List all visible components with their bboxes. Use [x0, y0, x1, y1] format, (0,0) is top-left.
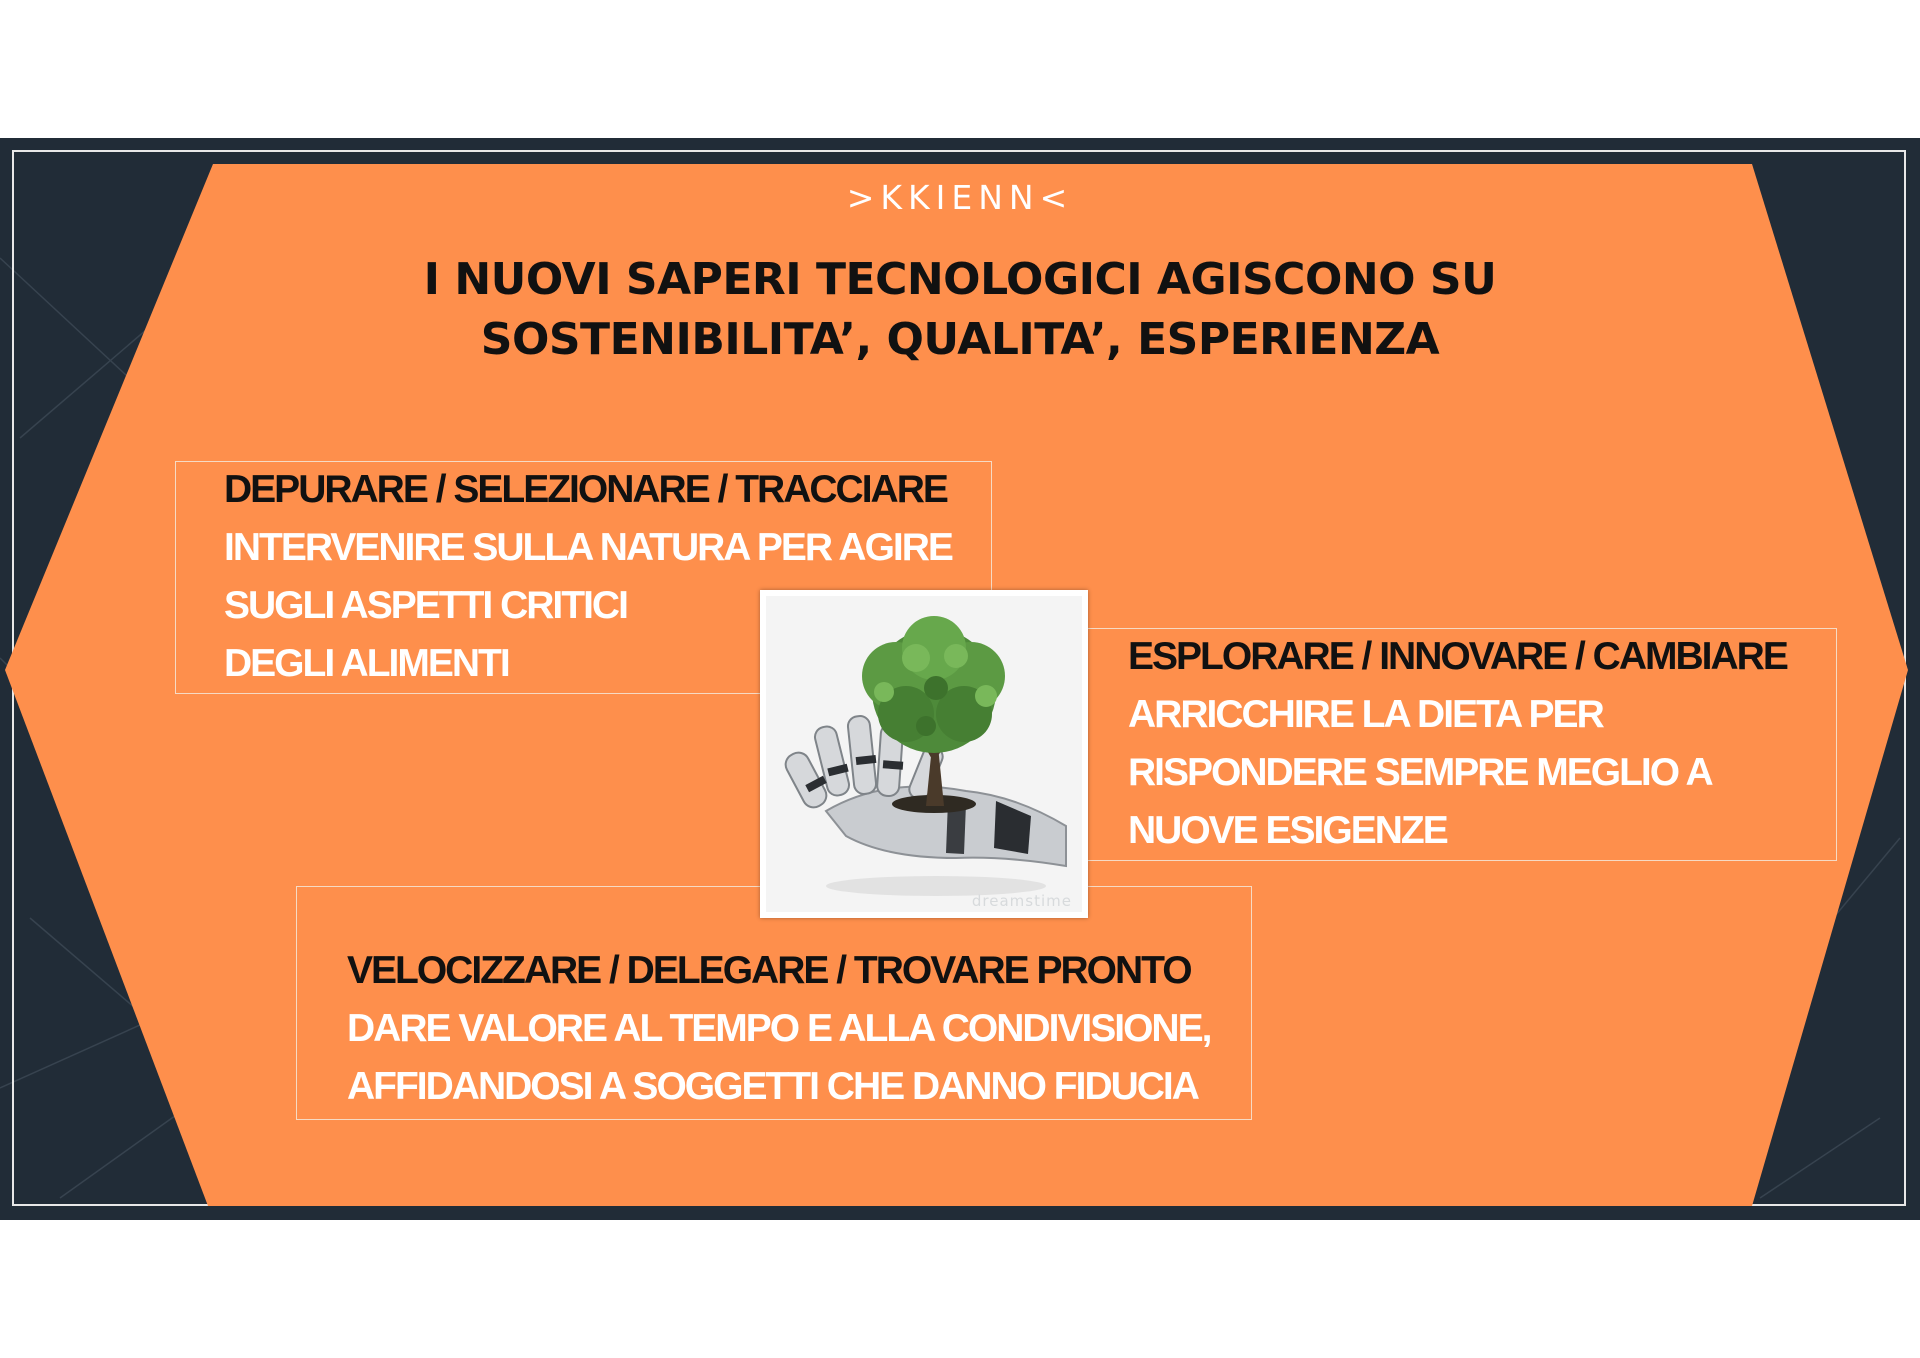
box-line: AFFIDANDOSI A SOGGETTI CHE DANNO FIDUCIA: [347, 1065, 1198, 1108]
box-line: NUOVE ESIGENZE: [1128, 809, 1447, 852]
box-heading: DEPURARE / SELEZIONARE / TRACCIARE: [224, 468, 947, 511]
box-heading: ESPLORARE / INNOVARE / CAMBIARE: [1128, 635, 1787, 678]
box-line: RISPONDERE SEMPRE MEGLIO A: [1128, 751, 1712, 794]
image-watermark: dreamstime: [971, 892, 1072, 910]
box-line: DEGLI ALIMENTI: [224, 642, 509, 685]
box-esplorare: [1083, 628, 1837, 861]
title-line-1: I NUOVI SAPERI TECNOLOGICI AGISCONO SU: [423, 254, 1497, 305]
robot-hand-tree-image: [760, 590, 1088, 918]
slide-title: [300, 250, 1620, 370]
box-velocizzare: [296, 886, 1252, 1120]
title-line-2: SOSTENIBILITA’, QUALITA’, ESPERIENZA: [480, 314, 1440, 365]
box-line: SUGLI ASPETTI CRITICI: [224, 584, 627, 627]
box-line: ARRICCHIRE LA DIETA PER: [1128, 693, 1603, 736]
kkienn-logo: >KKIENN<: [846, 178, 1074, 217]
box-text: [1128, 628, 1787, 860]
box-heading: VELOCIZZARE / DELEGARE / TROVARE PRONTO: [347, 949, 1191, 992]
box-line: INTERVENIRE SULLA NATURA PER AGIRE: [224, 526, 952, 569]
robot-hand-tree-illustration: [766, 596, 1082, 912]
box-line: DARE VALORE AL TEMPO E ALLA CONDIVISIONE,: [347, 1007, 1211, 1050]
box-text: [347, 942, 1210, 1116]
slide: [0, 138, 1920, 1220]
